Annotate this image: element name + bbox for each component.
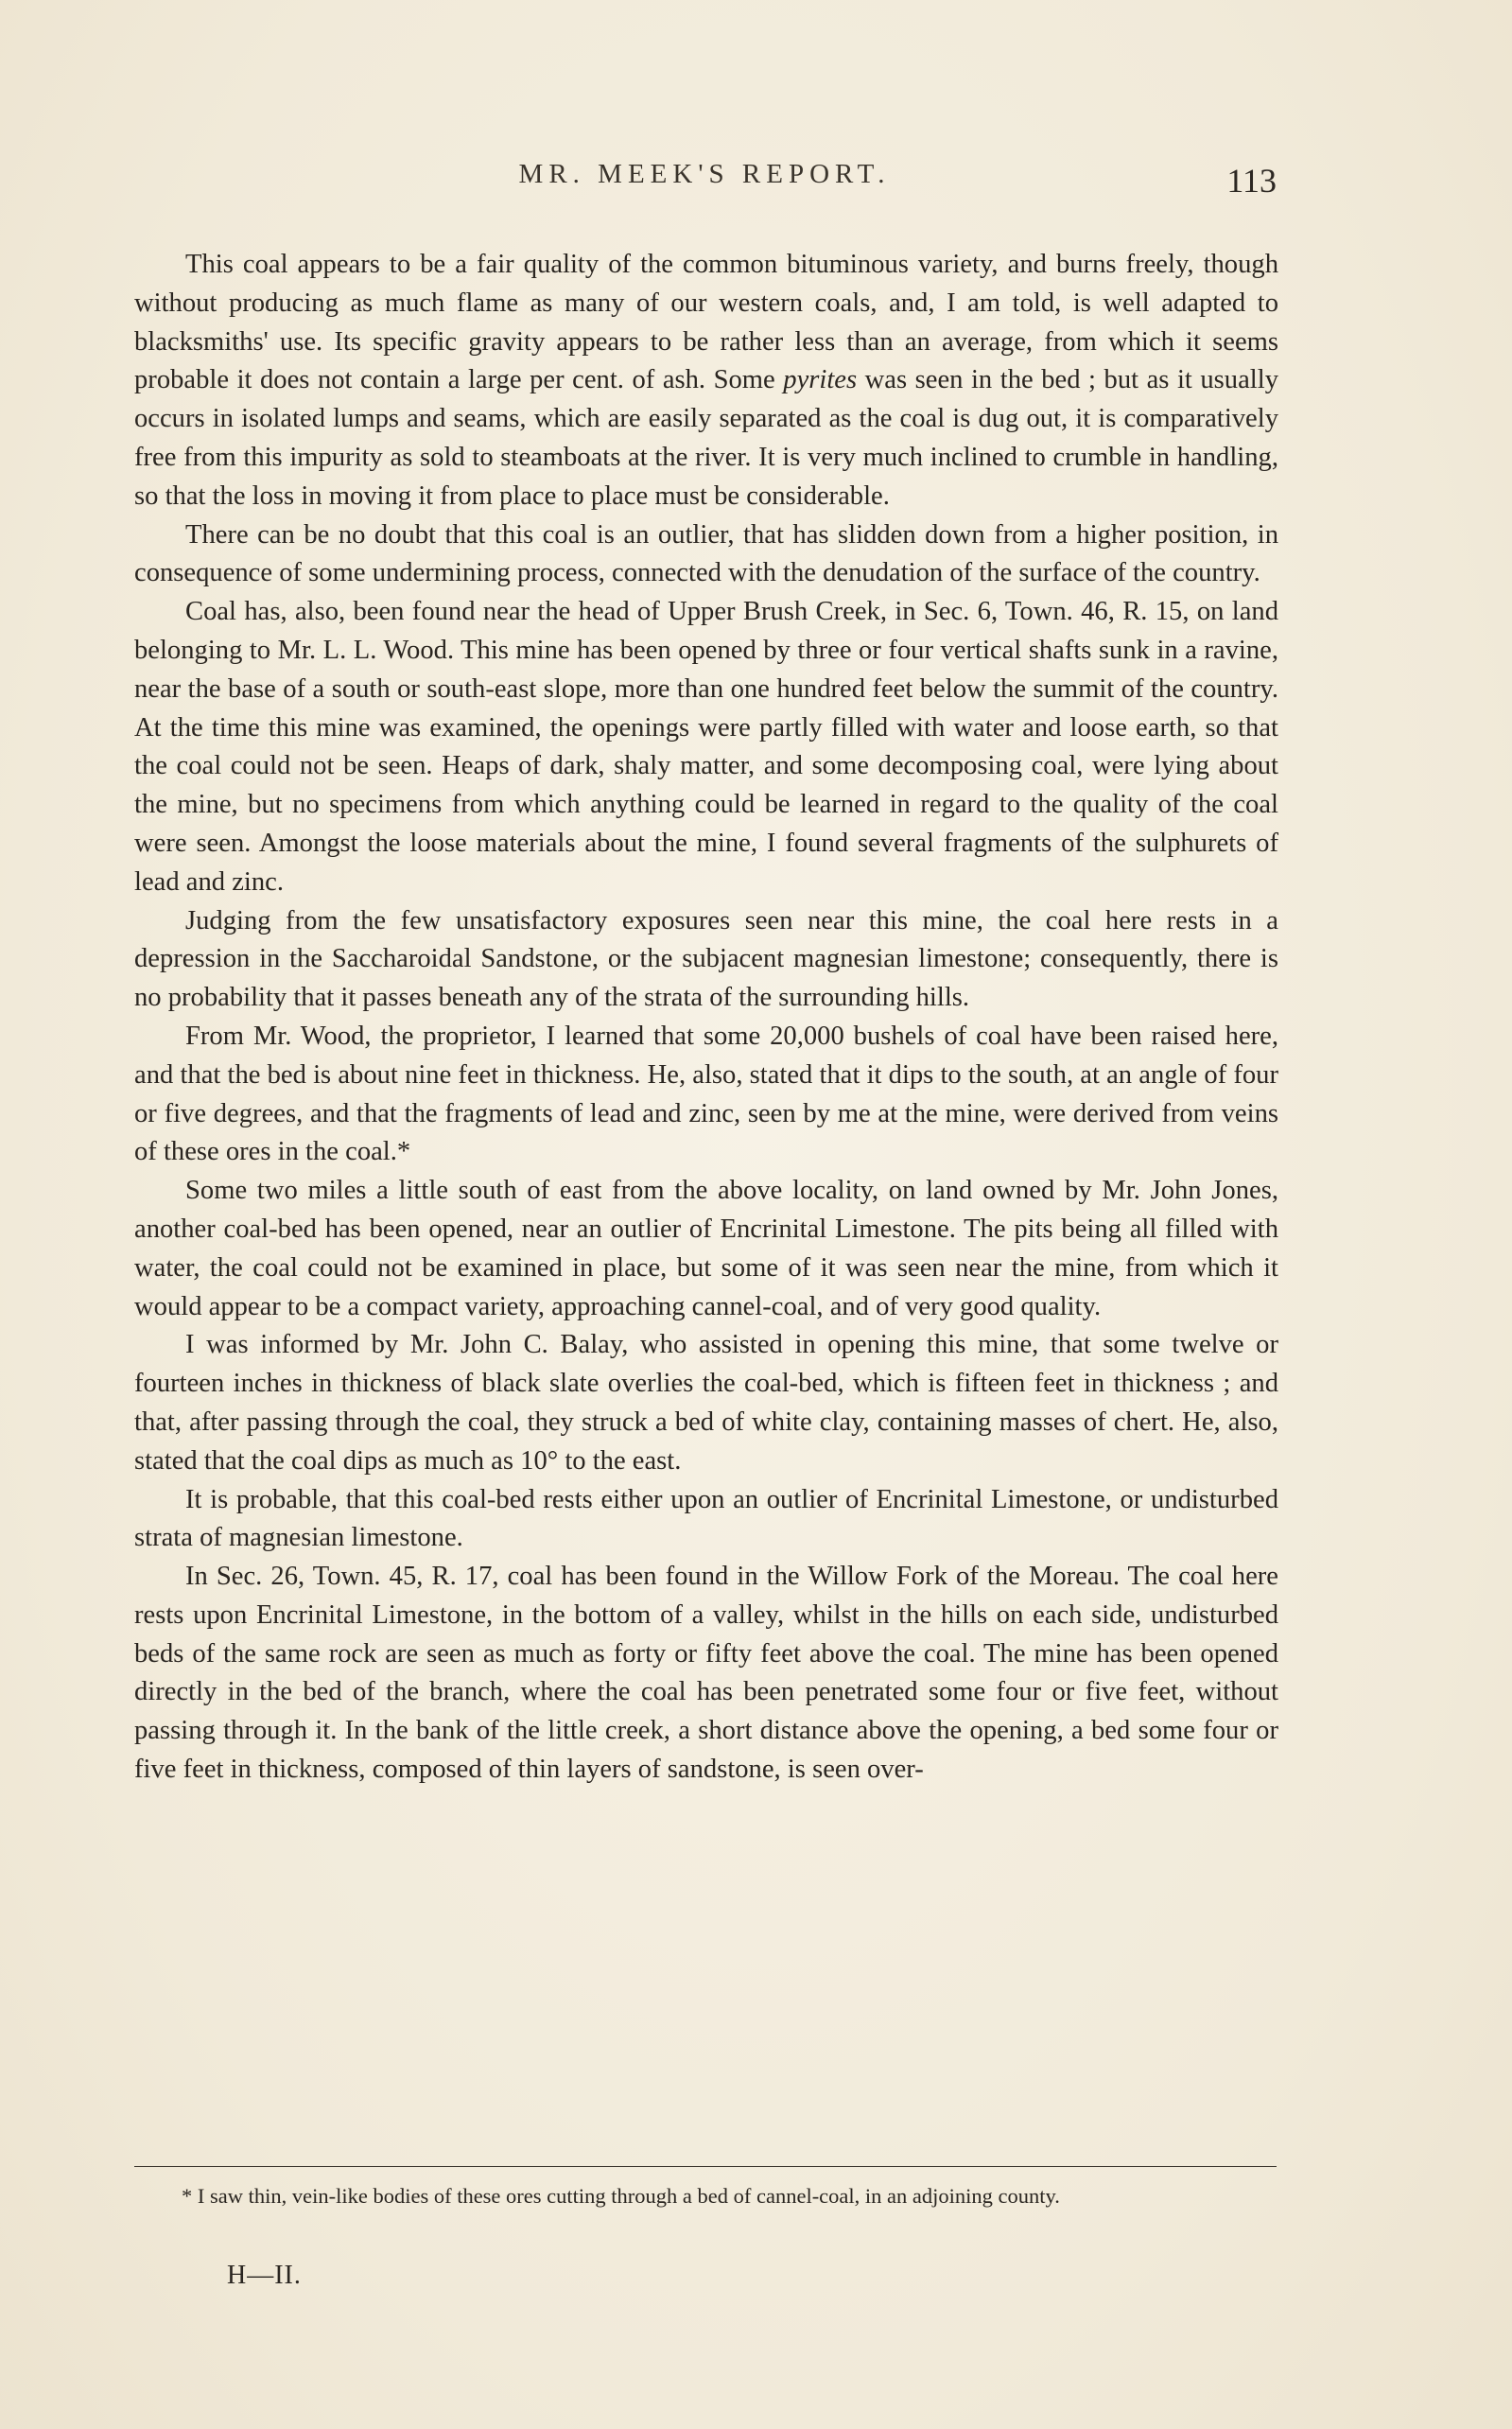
paragraph: In Sec. 26, Town. 45, R. 17, coal has been found in the Willow Fork of the Moreau. The coal here rests upon Encrinital Limestone, in the bottom of a valley, whilst in the hills on each side, undisturbed beds of the same rock are seen as much as forty or fifty feet above the coal. The mine has been opened directly in the bed of the branch, where the coal has been penetrated some four or five feet, without passing through it. In the bank of the little creek, a short distance above the opening, a bed some four or five feet in thickness, composed of thin layers of sandstone, is seen over- — [134, 1562, 1278, 1785]
running-head: MR. MEEK'S REPORT. — [518, 159, 891, 189]
signature-mark: H—II. — [227, 2261, 302, 2290]
footnote: * I saw thin, vein-like bodies of these ores cutting through a bed of cannel-coal, in an adjoining county. — [182, 2184, 1060, 2208]
footnote-rule — [134, 2166, 1277, 2167]
paragraph: Coal has, also, been found near the head of Upper Brush Creek, in Sec. 6, Town. 46, R. 15, on land belonging to Mr. L. L. Wood. This mine has been opened by three or four vertical shafts sunk in a ravine, near the base of a south or south-east slope, more than one hundred feet below the summit of the country. At the time this mine was examined, the openings were partly filled with water and loose earth, so that the coal could not be seen. Heaps of dark, shaly matter, and some decomposing coal, were lying about the mine, but no specimens from which anything could be learned in regard to the quality of the coal were seen. Amongst the loose materials about the mine, I found several fragments of the sulphurets of lead and zinc. — [134, 597, 1278, 897]
italic-term: pyrites — [783, 365, 858, 395]
page-number: 113 — [1226, 162, 1277, 200]
paragraph: From Mr. Wood, the proprietor, I learned that some 20,000 bushels of coal have been raised here, and that the bed is about nine feet in thickness. He, also, stated that it dips to the south, at an angle of four or five degrees, and that the fragments of lead and zinc, seen by me at the mine, were derived from veins of these ores in the coal.* — [134, 1021, 1278, 1167]
paragraph — [134, 246, 1278, 516]
body-text — [134, 246, 1278, 1790]
paragraph: Some two miles a little south of east from the above locality, on land owned by Mr. John Jones, another coal-bed has been opened, near an outlier of Encrinital Limestone. The pits being all filled with water, the coal could not be examined in place, but some of it was seen near the mine, from which it would appear to be a compact variety, approaching cannel-coal, and of very good quality. — [134, 1176, 1278, 1321]
paragraph: There can be no doubt that this coal is an outlier, that has slidden down from a higher position, in consequence of some undermining process, connected with the denudation of the surface of the country. — [134, 519, 1278, 588]
paragraph: It is probable, that this coal-bed rests either upon an outlier of Encrinital Limestone, or undisturbed strata of magnesian limestone. — [134, 1484, 1278, 1553]
paragraph-text: was seen in the bed ; but as it usually occurs in isolated lumps and seams, which are easily separated as the coal is dug out, it is comparatively free from this impurity as sold to steamboats at the river. It is very much inclined to crumble in handling, so that the loss in moving it from place to place must be considerable. — [134, 365, 1278, 511]
page-header — [132, 151, 1277, 208]
paragraph-text: This coal appears to be a fair quality of the common bituminous variety, and burns freely, though without producing as much flame as many of our western coals, and, I am told, is well adapted to blacksmiths' use. Its specific gravity appears to be rather less than an average, from which it seems probable it does not contain a large per cent. of ash. Some — [134, 250, 1278, 395]
paragraph: I was informed by Mr. John C. Balay, who assisted in opening this mine, that some twelve or fourteen inches in thickness of black slate overlies the coal-bed, which is fifteen feet in thickness ; and that, after passing through the coal, they struck a bed of white clay, containing masses of chert. He, also, stated that the coal dips as much as 10° to the east. — [134, 1330, 1278, 1476]
paragraph: Judging from the few unsatisfactory exposures seen near this mine, the coal here rests in a depression in the Saccharoidal Sandstone, or the subjacent magnesian limestone; consequently, there is no probability that it passes beneath any of the strata of the surrounding hills. — [134, 905, 1278, 1013]
